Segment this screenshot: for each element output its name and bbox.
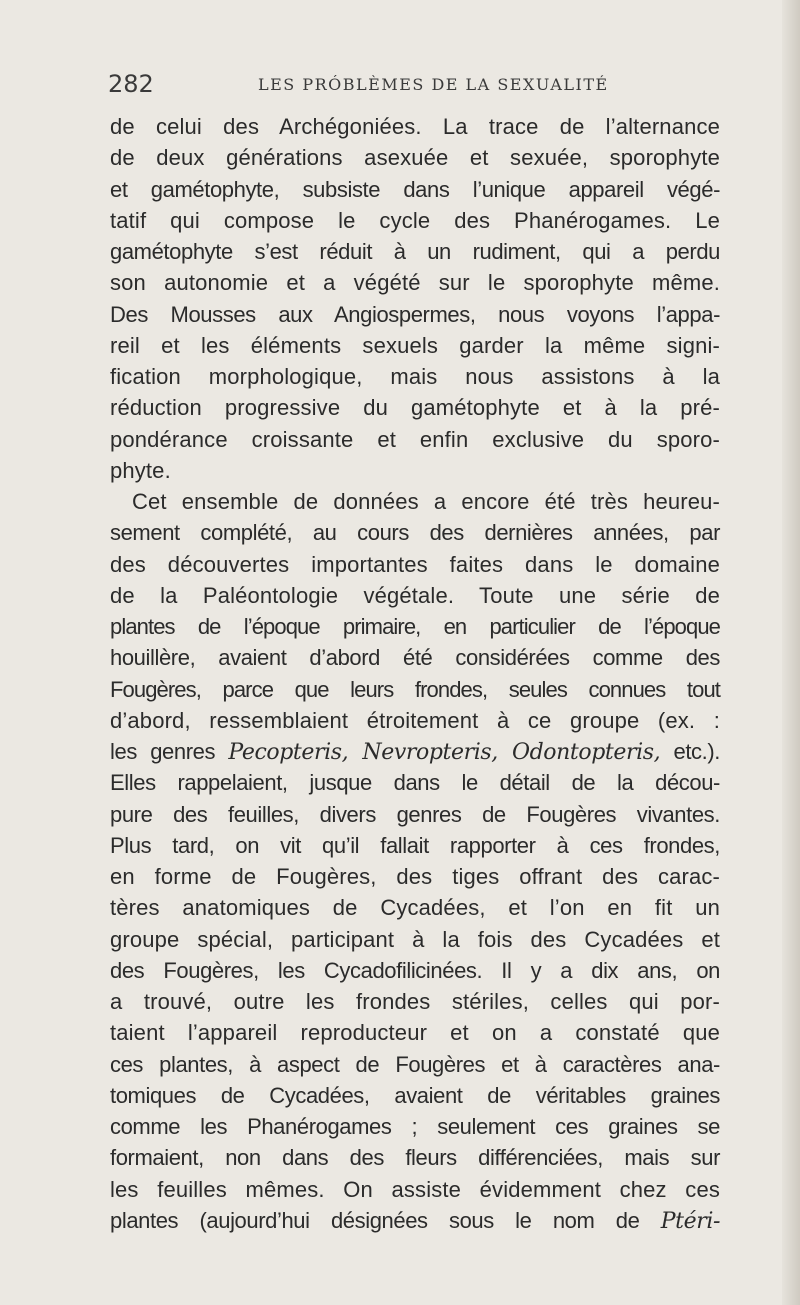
text-line: houillère, avaient d’abord été considérées comme des [110,645,720,671]
text-line: groupe spécial, participant à la fois des Cycadées et [110,926,720,952]
text-run: plantes (aujourd’hui désignées sous le nom de [110,1207,661,1233]
text-line: reil et les éléments sexuels garder la même signi- [110,332,720,358]
text-line: Fougères, parce que leurs frondes, seules connues tout [110,676,720,702]
running-title: LES PRÓBLÈMES DE LA SEXUALITÉ [258,75,609,94]
text-line: et gamétophyte, subsiste dans l’unique appareil végé- [110,176,720,202]
genus-name-italic: Ptéri- [660,1208,720,1234]
genus-names-italic: Pecopteris, Nevropteris, Odontopteris, [228,740,661,765]
text-run: etc.). [660,739,721,764]
text-line: réduction progressive du gamétophyte et à la pré- [110,395,720,421]
text-line: sement complété, au cours des dernières années, par [110,520,720,546]
running-head [108,70,718,100]
text-line: phyte. [110,457,171,483]
page-edge-shadow [782,0,800,1305]
text-run: les genres [110,739,229,764]
text-line: formaient, non dans des fleurs différenciées, mais sur [110,1145,720,1171]
text-line: plantes de l’époque primaire, en particulier de l’époque [110,614,720,639]
text-line: des Fougères, les Cycadofilicinées. Il y a dix ans, on [110,957,720,983]
text-line: de la Paléontologie végétale. Toute une série de [110,582,720,608]
text-line: d’abord, ressemblaient étroitement à ce groupe (ex. : [110,707,720,733]
text-line: des découvertes importantes faites dans le domaine [110,551,720,577]
text-line: en forme de Fougères, des tiges offrant des carac- [110,864,720,889]
text-line: fication morphologique, mais nous assistons à la [110,364,720,389]
text-line: pondérance croissante et enfin exclusive du sporo- [110,426,720,452]
body-text [110,111,720,1236]
text-line [110,736,720,767]
text-line [110,1205,720,1236]
text-line: Plus tard, on vit qu’il fallait rapporter à ces frondes, [110,832,720,858]
text-line: tatif qui compose le cycle des Phanérogames. Le [110,207,720,233]
text-line: gamétophyte s’est réduit à un rudiment, qui a perdu [110,239,720,264]
text-line: comme les Phanérogames ; seulement ces graines se [110,1114,720,1139]
text-line: de deux générations asexuée et sexuée, sporophyte [110,145,720,171]
text-line: Cet ensemble de données a encore été très heureu- [132,489,720,514]
text-line: Elles rappelaient, jusque dans le détail de la décou- [110,770,720,796]
text-line: les feuilles mêmes. On assiste évidemment chez ces [110,1176,720,1202]
text-line: son autonomie et a végété sur le sporophyte même. [110,270,720,296]
text-line: taient l’appareil reproducteur et on a constaté que [110,1020,720,1046]
text-line: de celui des Archégoniées. La trace de l’alternance [110,114,720,139]
page-number: 282 [108,70,154,98]
text-line: Des Mousses aux Angiospermes, nous voyons l’appa- [110,301,720,327]
text-line: tères anatomiques de Cycadées, et l’on en fit un [110,895,720,921]
text-line: ces plantes, à aspect de Fougères et à caractères ana- [110,1051,720,1077]
text-line: tomiques de Cycadées, avaient de véritables graines [110,1082,720,1108]
text-line: pure des feuilles, divers genres de Fougères vivantes. [110,801,720,827]
text-line: a trouvé, outre les frondes stériles, celles qui por- [110,989,720,1014]
